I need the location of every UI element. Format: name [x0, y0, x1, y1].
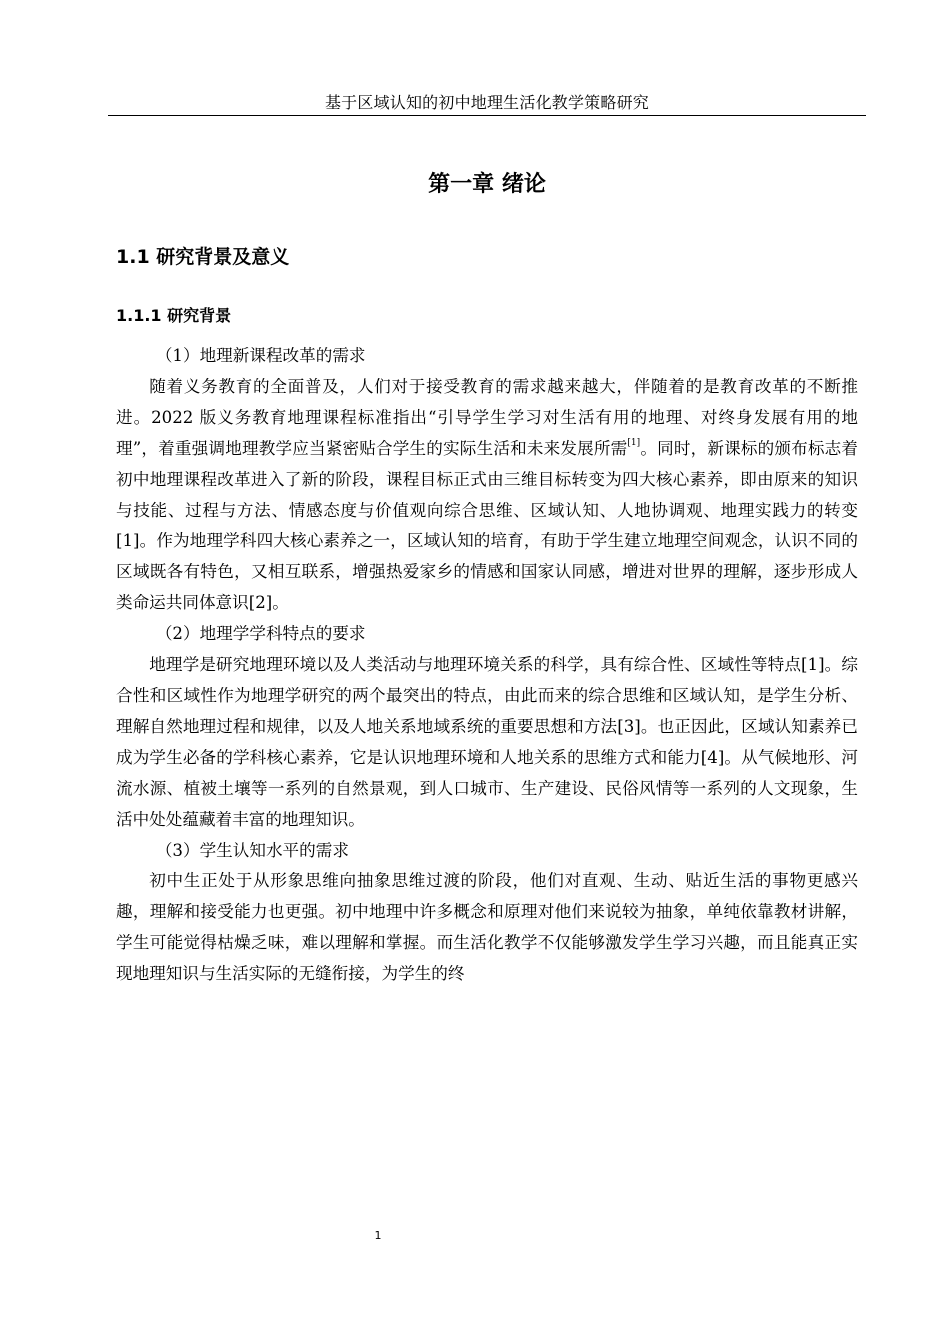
subsection-title: 1.1.1 研究背景 [116, 306, 232, 325]
running-header: 基于区域认知的初中地理生活化教学策略研究 [324, 93, 649, 112]
page-number: 1 [374, 1229, 382, 1242]
paragraph-1 [116, 372, 858, 619]
paragraph-1-part-a: 随着义务教育的全面普及，人们对于接受教育的需求越来越大，伴随着的是教育改革的不断推进。2022 版义务教育地理课程标准指出“引导学生学习对生活有用的地理、对终身发展有用的地理”，着重强调地理教学应当紧密贴合学生的实际生活和未来发展所需 [116, 376, 858, 458]
section-title: 1.1 研究背景及意义 [116, 246, 290, 268]
header-rule [108, 115, 866, 116]
citation-superscript: [1] [627, 438, 641, 449]
item-heading-3: （3）学生认知水平的需求 [155, 840, 349, 860]
paragraph-1-part-b: 。同时，新课标的颁布标志着初中地理课程改革进入了新的阶段，课程目标正式由三维目标转变为四大核心素养，即由原来的知识与技能、过程与方法、情感态度与价值观向综合思维、区域认知、人地协调观、地理实践力的转变[1]。作为地理学科四大核心素养之一，区域认知的培育，有助于学生建立地理空间观念，认识不同的区域既各有特色，又相互联系，增强热爱家乡的情感和国家认同感，增进对世界的理解，逐步形成人类命运共同体意识[2]。 [116, 438, 859, 613]
chapter-title: 第一章 绪论 [428, 172, 546, 197]
paragraph-3: 初中生正处于从形象思维向抽象思维过渡的阶段，他们对直观、生动、贴近生活的事物更感兴趣，理解和接受能力也更强。初中地理中许多概念和原理对他们来说较为抽象，单纯依靠教材讲解，学生可能觉得枯燥乏味，难以理解和掌握。而生活化教学不仅能够激发学生学习兴趣，而且能真正实现地理知识与生活实际的无缝衔接，为学生的终 [116, 871, 858, 984]
body-text [116, 341, 858, 990]
item-heading-2: （2）地理学学科特点的要求 [155, 624, 366, 644]
paragraph-2: 地理学是研究地理环境以及人类活动与地理环境关系的科学，具有综合性、区域性等特点[1]。综合性和区域性作为地理学研究的两个最突出的特点，由此而来的综合思维和区域认知，是学生分析、理解自然地理过程和规律，以及人地关系地域系统的重要思想和方法[3]。也正因此，区域认知素养已成为学生必备的学科核心素养，它是认识地理环境和人地关系的思维方式和能力[4]。从气候地形、河流水源、植被土壤等一系列的自然景观，到人口城市、生产建设、民俗风情等一系列的人文现象，生活中处处蕴藏着丰富的地理知识。 [116, 655, 858, 829]
item-heading-1: （1）地理新课程改革的需求 [155, 346, 366, 365]
